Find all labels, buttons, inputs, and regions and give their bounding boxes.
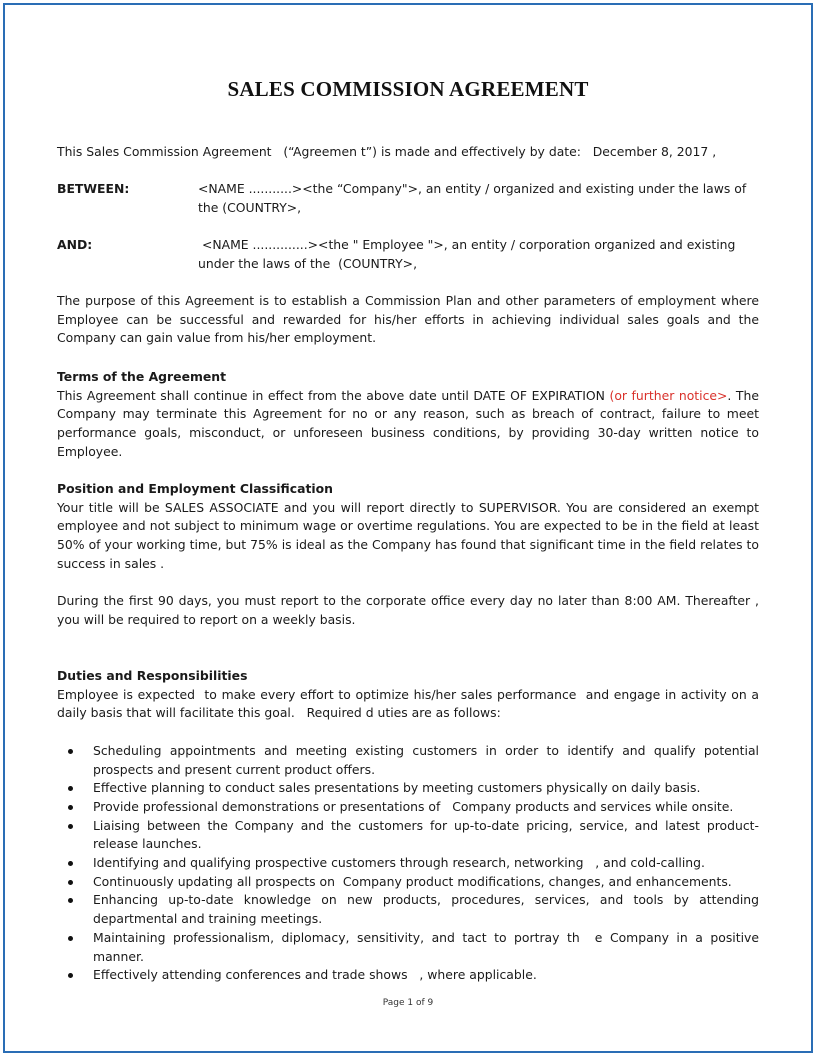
- duty-item: Scheduling appointments and meeting existing customers in order to identify and qualify potential prospects and present current product offers.: [57, 742, 759, 779]
- terms-paragraph: [57, 387, 759, 462]
- duty-item: Liaising between the Company and the customers for up-to-date pricing, service, and latest product-release launches.: [57, 817, 759, 854]
- duties-intro: Employee is expected to make every effort to optimize his/her sales performance and engage in activity on a daily basis that will facilitate this goal. Required d uties are as follows:: [57, 686, 763, 721]
- purpose-paragraph: The purpose of this Agreement is to establish a Commission Plan and other parameters of employment where Employee can be successful and rewarded for his/her efforts in achieving individual sales goals and the Company can gain value from his/her employment.: [57, 293, 759, 346]
- bullet-icon: [68, 936, 73, 941]
- duties-section: [57, 667, 763, 985]
- duty-item: Identifying and qualifying prospective customers through research, networking , and cold-calling.: [57, 854, 759, 873]
- document-title: SALES COMMISSION AGREEMENT: [227, 77, 589, 101]
- between-text: <NAME ...........><the “Company">, an entity / organized and existing under the laws of the (COUNTRY>,: [198, 181, 747, 215]
- duty-item: Effective planning to conduct sales presentations by meeting customers physically on daily basis.: [57, 779, 759, 798]
- terms-text-red: (or further notice>: [609, 387, 728, 403]
- bullet-icon: [68, 805, 73, 810]
- bullet-icon: [68, 861, 73, 866]
- duty-item: Effectively attending conferences and trade shows , where applicable.: [57, 966, 759, 985]
- duty-item: Continuously updating all prospects on Company product modifications, changes, and enhancements.: [57, 873, 759, 892]
- bullet-icon: [68, 973, 73, 978]
- position-section: [57, 480, 759, 630]
- duty-item: Enhancing up-to-date knowledge on new products, procedures, services, and tools by attending departmental and training meetings.: [57, 891, 759, 928]
- bullet-icon: [68, 898, 73, 903]
- bullet-icon: [68, 880, 73, 885]
- bullet-icon: [68, 824, 73, 829]
- intro-suffix: ,: [708, 144, 717, 159]
- position-paragraph-2: During the first 90 days, you must report to the corporate office every day no later than 8:00 AM. Thereafter , you will be required to report on a weekly basis.: [57, 593, 759, 627]
- terms-section: [57, 368, 759, 462]
- terms-heading: Terms of the Agreement: [57, 369, 227, 384]
- bullet-icon: [68, 786, 73, 791]
- duties-list: [57, 742, 763, 985]
- position-paragraph-1: Your title will be SALES ASSOCIATE and you will report directly to SUPERVISOR. You are considered an exempt employee and not subject to minimum wage or overtime regulations. You are expected to be in the field at least 50% of your working time, but 75% is ideal as the Company has found that significant time in the field relates to success in sales .: [57, 499, 759, 571]
- and-label: AND:: [57, 237, 93, 252]
- and-text: <NAME ..............><the " Employee ">, an entity / corporation organized and existing under the laws of the (COUNTRY>,: [198, 237, 740, 271]
- between-label: BETWEEN:: [57, 181, 130, 196]
- page-number: Page 1 of 9: [382, 998, 434, 1008]
- intro-date: December 8, 2017: [592, 144, 709, 159]
- duties-heading: Duties and Responsibilities: [57, 668, 248, 683]
- intro-paragraph: [57, 143, 759, 162]
- position-heading: Position and Employment Classification: [57, 481, 333, 496]
- terms-text-after: . The Company may terminate this Agreement for no or any reason, such as breach of contract, failure to meet performance goals, misconduct, or unforeseen business conditions, by providing 30-day written notice to Employee.: [57, 387, 759, 459]
- duty-item: Maintaining professionalism, diplomacy, sensitivity, and tact to portray th e Company in a positive manner.: [57, 929, 759, 966]
- intro-prefix: This Sales Commission Agreement (“Agreemen t”) is made and effectively by date:: [57, 144, 593, 159]
- terms-text-before: This Agreement shall continue in effect from the above date until DATE OF EXPIRATION: [57, 387, 610, 403]
- bullet-icon: [68, 749, 73, 754]
- duty-item: Provide professional demonstrations or presentations of Company products and services while onsite.: [57, 798, 759, 817]
